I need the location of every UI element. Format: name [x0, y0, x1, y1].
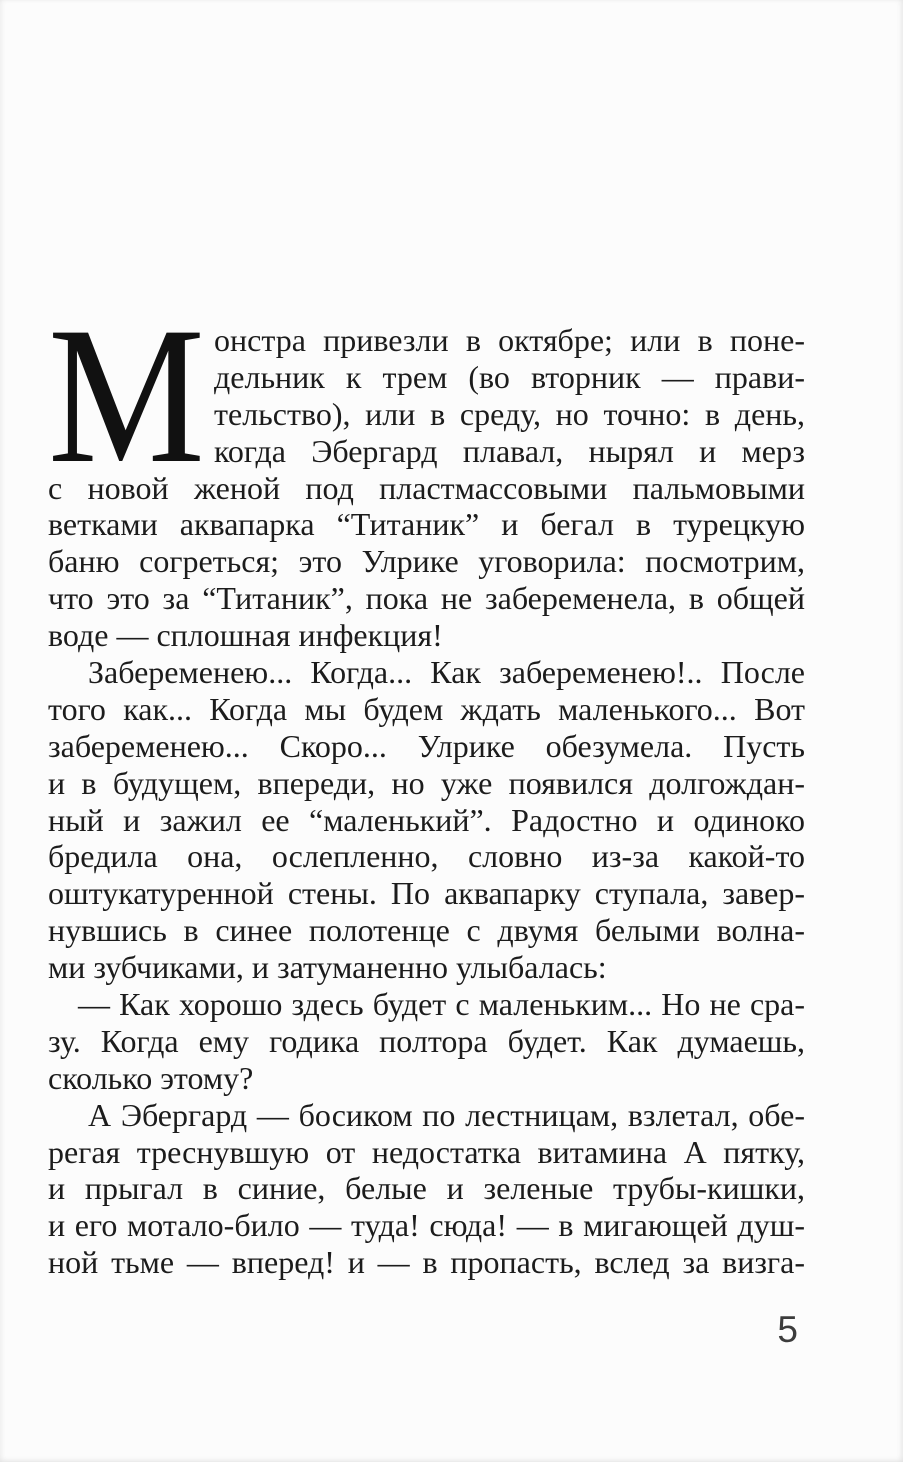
text-line: и прыгал в синие, белые и зеленые трубы-кишки, — [48, 1170, 805, 1207]
paragraph-2 — [48, 654, 805, 986]
text-line: с новой женой под пластмассовыми пальмовыми — [48, 469, 805, 506]
drop-cap-letter: М — [48, 287, 205, 504]
text-line: зу. Когда ему годика полтора будет. Как думаешь, — [48, 1022, 805, 1059]
text-line: бредила она, ослепленно, словно из-за какой-то — [48, 838, 805, 875]
text-line: воде — сплошная инфекция! — [48, 617, 443, 654]
text-line: забеременею... Скоро... Улрике обезумела. Пусть — [48, 727, 805, 764]
text-line: Забеременею... Когда... Как забеременею!.. После — [88, 654, 805, 691]
text-line: онстра привезли в октябре; или в поне- — [214, 322, 805, 358]
text-line: тельство), или в среду, но точно: в день, — [214, 395, 805, 432]
text-line: и в будущем, впереди, но уже появился долгождан- — [48, 764, 805, 801]
text-line: нувшись в синее полотенце с двумя белыми волна- — [48, 912, 805, 949]
drop-cap — [48, 287, 206, 504]
text-line: ми зубчиками, и затуманенно улыбалась: — [48, 949, 607, 986]
text-line: А Эбергард — босиком по лестницам, взлетал, обе- — [88, 1096, 805, 1133]
page-text — [48, 287, 805, 1281]
text-line: ный и зажил ее “маленький”. Радостно и одиноко — [48, 801, 805, 838]
text-line: регая треснувшую от недостатка витамина А пятку, — [48, 1133, 805, 1170]
text-line: баню согреться; это Улрике уговорила: посмотрим, — [48, 543, 805, 580]
text-line: — Как хорошо здесь будет с маленьким... Но не сра- — [78, 986, 805, 1023]
page-number: 5 — [777, 1309, 798, 1350]
text-line: и его мотало-било — туда! сюда! — в мигающей душ- — [48, 1207, 805, 1244]
text-line: оштукатуренной стены. По аквапарку ступала, завер- — [48, 875, 805, 912]
paragraph-1 — [48, 287, 805, 654]
text-line: когда Эбергард плавал, нырял и мерз — [214, 432, 805, 469]
text-line: ной тьме — вперед! и — в пропасть, вслед за визга- — [48, 1244, 805, 1281]
paragraph-3-dialogue — [48, 986, 805, 1097]
text-line: что это за “Титаник”, пока не забеременела, в общей — [48, 580, 805, 617]
text-line: того как... Когда мы будем ждать маленького... Вот — [48, 690, 805, 727]
paragraph-4 — [48, 1097, 805, 1281]
text-line: дельник к трем (во вторник — прави- — [214, 358, 805, 395]
text-line: ветками аквапарка “Титаник” и бегал в турецкую — [48, 506, 805, 543]
text-line: сколько этому? — [48, 1059, 254, 1096]
